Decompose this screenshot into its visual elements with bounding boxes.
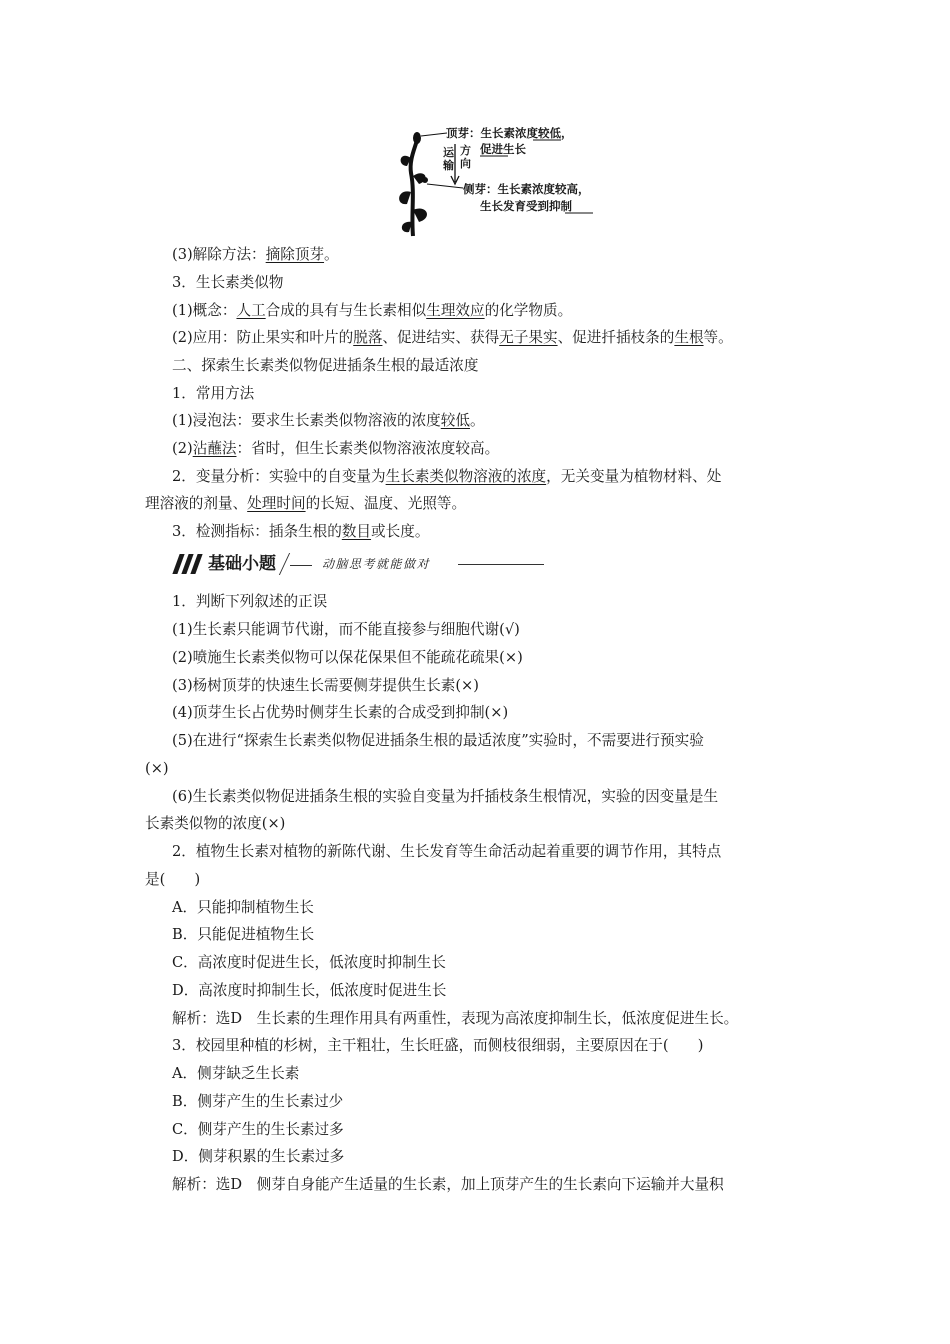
text-line <box>172 467 721 487</box>
section-heading: 二、探索生长素类似物促进插条生根的最适浓度 <box>172 357 479 374</box>
text-line <box>172 439 499 459</box>
text-span: (3)解除方法： <box>172 246 266 263</box>
option-b: B．只能促进植物生长 <box>172 926 315 943</box>
question-stem-cont: 是( ) <box>145 871 201 888</box>
diagram-top-bud-effect: 促进生长 <box>480 142 526 156</box>
diagram-transport-label: 运输 <box>443 146 454 172</box>
banner-rule <box>290 565 312 566</box>
answer-fill: 脱落 <box>353 329 383 346</box>
option-d: D．侧芽积累的生长素过多 <box>172 1148 345 1165</box>
answer-fill: 无子果实 <box>499 329 558 346</box>
heading-line: 3．生长素类似物 <box>172 274 284 291</box>
answer-fill: 数目 <box>341 523 372 540</box>
option-c: C．高浓度时促进生长，低浓度时抑制生长 <box>172 954 446 971</box>
diagram-side-bud-effect: 生长发育受到抑制 <box>480 199 572 213</box>
apical-dominance-diagram <box>395 118 595 243</box>
text-span: 的化学物质。 <box>484 302 573 319</box>
text-span: 2．变量分析：实验中的自变量为 <box>172 468 386 485</box>
diagram-top-bud-label: 顶芽：生长素浓度较低， <box>446 126 573 140</box>
text-span: (1)浸泡法：要求生长素类似物溶液的浓度 <box>172 412 441 429</box>
statement-item: (5)在进行“探索生长素类似物促进插条生根的最适浓度”实验时，不需要进行预实验 <box>172 732 704 749</box>
option-c: C．侧芽产生的生长素过多 <box>172 1121 344 1138</box>
question-heading: 1．判断下列叙述的正误 <box>172 593 328 610</box>
banner-title: 基础小题 <box>208 554 276 574</box>
banner-subtitle: 动脑思考就能做对 <box>322 557 431 571</box>
text-span: 。 <box>324 246 339 263</box>
answer-fill: 摘除顶芽 <box>265 246 325 263</box>
text-span: (1)概念： <box>172 302 237 319</box>
option-b: B．侧芽产生的生长素过少 <box>172 1093 344 1110</box>
text-line <box>172 411 485 431</box>
answer-fill: 生根 <box>674 329 704 346</box>
text-span: 3．检测指标：插条生根的 <box>172 523 342 540</box>
statement-item: (6)生长素类似物促进插条生根的实验自变量为扦插枝条生根情况，实验的因变量是生 <box>172 788 719 805</box>
text-line <box>172 301 572 321</box>
answer-fill: 处理时间 <box>247 495 306 512</box>
text-span: 理溶液的剂量、 <box>145 495 248 512</box>
statement-item-cont: 长素类似物的浓度(×) <box>145 815 286 832</box>
option-d: D．高浓度时抑制生长，低浓度时促进生长 <box>172 982 447 999</box>
text-span: ，无关变量为植物材料、处 <box>546 468 722 485</box>
text-line <box>172 245 339 265</box>
answer-fill: 人工 <box>236 302 266 319</box>
diagram-side-bud-label: 侧芽：生长素浓度较高， <box>463 182 590 196</box>
option-a: A．只能抑制植物生长 <box>172 899 314 916</box>
statement-item: (1)生长素只能调节代谢，而不能直接参与细胞代谢(√) <box>172 621 520 638</box>
option-a: A．侧芽缺乏生长素 <box>172 1065 300 1082</box>
text-span: 合成的具有与生长素相似 <box>265 302 427 319</box>
statement-item: (4)顶芽生长占优势时侧芽生长素的合成受到抑制(×) <box>172 704 509 721</box>
question-stem: 3．校园里种植的杉树，主干粗壮，生长旺盛，而侧枝很细弱，主要原因在于( ) <box>172 1037 704 1054</box>
diagram-direction-label: 方向 <box>460 144 471 170</box>
text-span: ：省时，但生长素类似物溶液浓度较高。 <box>236 440 500 457</box>
answer-fill: 沾蘸法 <box>192 440 237 457</box>
text-span: 或长度。 <box>371 523 430 540</box>
answer-explanation: 解析：选D 生长素的生理作用具有两重性，表现为高浓度抑制生长，低浓度促进生长。 <box>172 1010 739 1027</box>
text-span: 等。 <box>703 329 733 346</box>
banner-divider <box>279 553 290 575</box>
statement-item: (3)杨树顶芽的快速生长需要侧芽提供生长素(×) <box>172 677 479 694</box>
answer-explanation: 解析：选D 侧芽自身能产生适量的生长素，加上顶芽产生的生长素向下运输并大量积 <box>172 1176 724 1193</box>
text-line <box>145 494 466 514</box>
text-span: 。 <box>469 412 485 429</box>
text-span: 的长短、温度、光照等。 <box>305 495 467 512</box>
text-span: (2)应用：防止果实和叶片的 <box>172 329 354 346</box>
question-stem: 2．植物生长素对植物的新陈代谢、生长发育等生命活动起着重要的调节作用，其特点 <box>172 843 722 860</box>
heading-line: 1．常用方法 <box>172 385 255 402</box>
section-banner <box>172 551 544 577</box>
statement-item: (2)喷施生长素类似物可以保花保果但不能疏花疏果(×) <box>172 649 523 666</box>
banner-rule <box>458 564 544 565</box>
text-line <box>172 522 429 542</box>
text-span: 、促进结实、获得 <box>382 329 500 346</box>
text-span: 、促进扦插枝条的 <box>557 329 675 346</box>
text-line <box>172 328 733 348</box>
statement-item-cont: (×) <box>145 760 169 777</box>
answer-fill: 较低 <box>440 412 470 429</box>
answer-fill: 生理效应 <box>426 302 485 319</box>
answer-fill: 生长素类似物溶液的浓度 <box>385 468 547 485</box>
text-span: (2) <box>172 440 193 457</box>
